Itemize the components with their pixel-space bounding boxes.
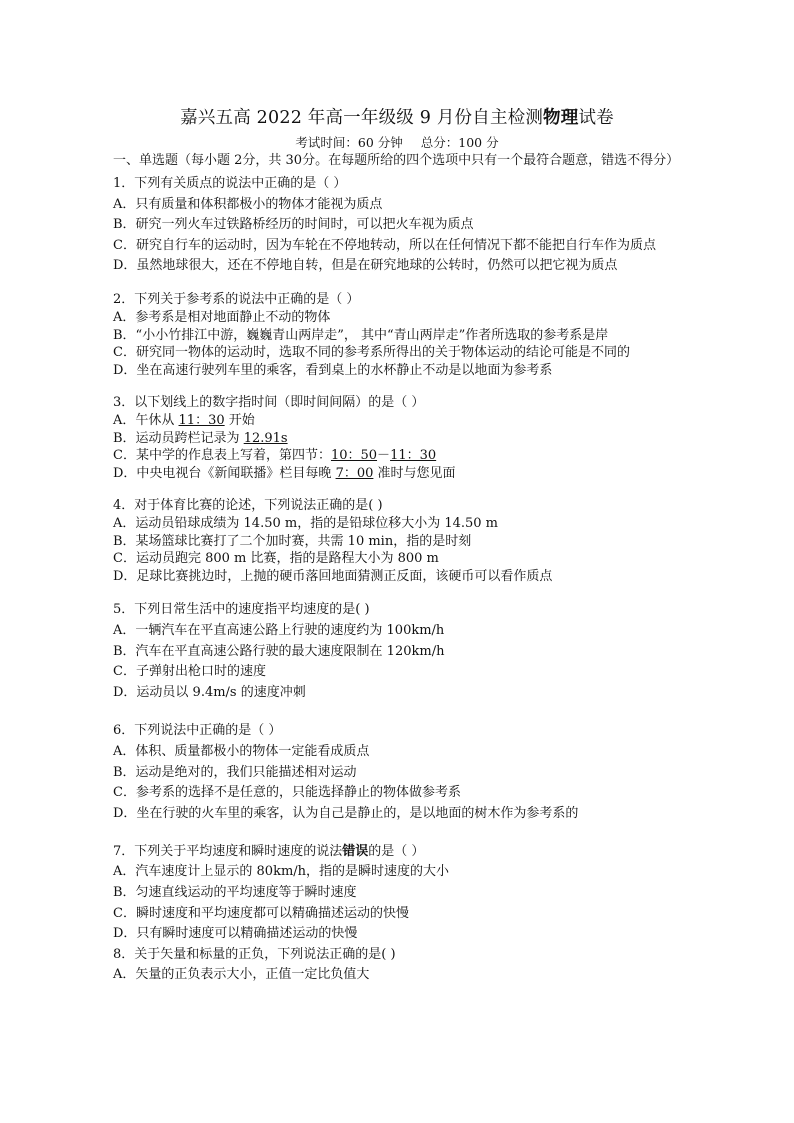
- option-d: [113, 465, 693, 483]
- underlined-value: 10：50: [330, 448, 378, 464]
- option-a: A．运动员铅球成绩为 14.50 m，指的是铅球位移大小为 14.50 m: [113, 515, 499, 531]
- question-stem: 1．下列有关质点的说法中正确的是（ ）: [113, 176, 347, 191]
- question-stem: 5．下列日常生活中的速度指平均速度的是( ): [113, 601, 370, 617]
- section-heading: 一、单选题（每小题 2分，共 30分。在每题所给的四个选项中只有一个最符合题意，错选不得分）: [113, 153, 680, 168]
- question-6: [113, 721, 693, 825]
- exam-info: [0, 133, 794, 151]
- option-c: C．研究自行车的运动时，因为车轮在不停地转动，所以在任何情况下都不能把自行车作为质点: [113, 237, 656, 253]
- stem-text-end: 的是（ ）: [368, 843, 425, 859]
- option-a: A．只有质量和体积都极小的物体才能视为质点: [113, 196, 383, 212]
- option-c: C．子弹射出枪口时的速度: [113, 664, 266, 680]
- option-d-text: D．中央电视台《新闻联播》栏目每晚: [113, 466, 336, 482]
- exam-time: 考试时间：60 分钟: [295, 135, 403, 150]
- underlined-value: 11：30: [178, 412, 225, 428]
- option-c: C．运动员跑完 800 m 比赛，指的是路程大小为 800 m: [113, 551, 439, 567]
- question-stem: 6．下列说法中正确的是（ ）: [113, 722, 282, 738]
- question-4: [113, 497, 693, 586]
- question-stem: [113, 842, 693, 863]
- option-a: A．矢量的正负表示大小，正值一定比负值大: [113, 967, 370, 983]
- option-a: A．一辆汽车在平直高速公路上行驶的速度约为 100km/h: [113, 622, 445, 638]
- question-3: [113, 394, 693, 483]
- question-2: [113, 291, 693, 380]
- option-c: C．瞬时速度和平均速度都可以精确描述运动的快慢: [113, 905, 409, 921]
- title-suffix: 试卷: [578, 108, 614, 128]
- stem-text: 7．下列关于平均速度和瞬时速度的说法: [113, 843, 343, 859]
- question-8: [113, 945, 693, 986]
- exam-title: [0, 104, 794, 129]
- question-stem: 3．以下划线上的数字指时间（即时间间隔）的是（ ）: [113, 394, 425, 410]
- question-1: [113, 174, 693, 277]
- stem-emphasis: 错误: [342, 843, 369, 859]
- underlined-value: 12.91s: [243, 430, 288, 446]
- option-c: [113, 447, 693, 465]
- question-5: [113, 600, 693, 704]
- option-c-text: C．某中学的作息表上写着，第四节：: [113, 448, 331, 464]
- option-d: D．坐在高速行驶列车里的乘客，看到桌上的水杯静止不动是以地面为参考系: [113, 363, 553, 379]
- option-a: A．参考系是相对地面静止不动的物体: [113, 309, 331, 325]
- option-b: B．运动是绝对的，我们只能描述相对运动: [113, 764, 357, 780]
- exam-body: [113, 152, 693, 986]
- option-a-text: A．午休从: [113, 412, 179, 428]
- option-b: B．研究一列火车过铁路桥经历的时间时，可以把火车视为质点: [113, 217, 474, 233]
- option-d: D．运动员以 9.4m/s 的速度冲刺: [113, 685, 306, 701]
- underlined-value: 7：00: [335, 466, 374, 482]
- option-a: A．汽车速度计上显示的 80km/h，指的是瞬时速度的大小: [113, 864, 450, 880]
- option-b-text: B．运动员跨栏记录为: [113, 430, 244, 446]
- option-b: B．某场篮球比赛打了二个加时赛，共需 10 min，指的是时刻: [113, 533, 472, 549]
- option-b: [113, 430, 693, 448]
- option-d: D．足球比赛挑边时，上抛的硬币落回地面猜测正反面，该硬币可以看作质点: [113, 569, 553, 585]
- question-stem: 4．对于体育比赛的论述，下列说法正确的是( ): [113, 497, 383, 513]
- option-d: D．只有瞬时速度可以精确描述运动的快慢: [113, 926, 358, 942]
- option-b: B．“小小竹排江中游，巍巍青山两岸走”， 其中“青山两岸走”作者所选取的参考系是岸: [113, 327, 609, 343]
- total-score: 总分：100 分: [420, 135, 499, 150]
- option-d: D．坐在行驶的火车里的乘客，认为自己是静止的，是以地面的树木作为参考系的: [113, 806, 579, 822]
- option-b: B．匀速直线运动的平均速度等于瞬时速度: [113, 885, 357, 901]
- question-7: [113, 842, 693, 945]
- option-a: [113, 412, 693, 430]
- option-c: C．研究同一物体的运动时，选取不同的参考系所得出的关于物体运动的结论可能是不同的: [113, 345, 630, 361]
- option-a-suffix: 开始: [224, 412, 255, 428]
- title-main: 嘉兴五高 2022 年高一年级级 9 月份自主检测: [180, 108, 544, 128]
- title-subject: 物理: [543, 108, 579, 128]
- option-a: A．体积、质量都极小的物体一定能看成质点: [113, 743, 370, 759]
- option-d: D．虽然地球很大，还在不停地自转，但是在研究地球的公转时，仍然可以把它视为质点: [113, 258, 618, 274]
- question-stem: 2．下列关于参考系的说法中正确的是（ ）: [113, 291, 360, 307]
- option-c: C．参考系的选择不是任意的，只能选择静止的物体做参考系: [113, 785, 461, 801]
- range-dash: －: [377, 448, 391, 464]
- question-stem: 8．关于矢量和标量的正负，下列说法正确的是( ): [113, 946, 396, 962]
- option-d-suffix: 准时与您见面: [373, 466, 456, 482]
- option-b: B．汽车在平直高速公路行驶的最大速度限制在 120km/h: [113, 643, 445, 659]
- underlined-value: 11：30: [390, 448, 437, 464]
